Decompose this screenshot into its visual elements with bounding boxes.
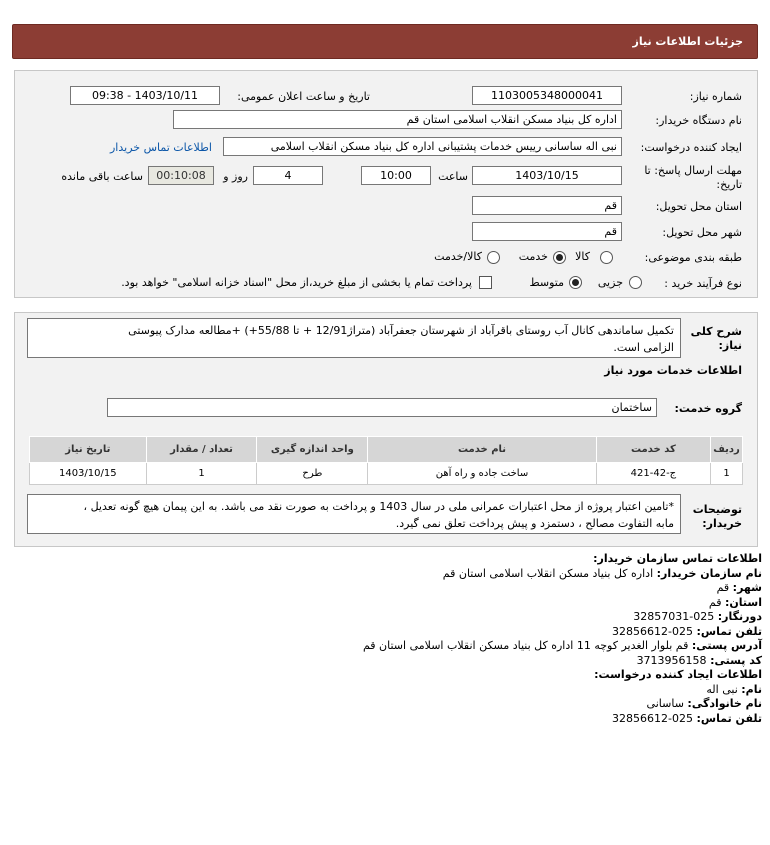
col-code: کد خدمت (596, 437, 710, 463)
service-group-field: ساختمان (107, 398, 657, 417)
category-option-service: خدمت (518, 250, 548, 263)
last-name-value: ساسانی (646, 697, 684, 710)
buyer-notes-label: توضیحات (692, 503, 742, 516)
city-field: قم (472, 222, 622, 241)
cell-unit: طرح (257, 463, 368, 485)
buyer-org-label: نام دستگاه خریدار: (655, 114, 742, 127)
col-row: ردیف (711, 437, 743, 463)
first-name-value: نبی اله (706, 682, 738, 696)
postal-code-label: کد پستی: (710, 653, 762, 667)
category-radio-service[interactable] (553, 251, 566, 264)
buyer-org-field: اداره کل بنیاد مسکن انقلاب اسلامی استان قم (173, 110, 622, 129)
cell-qty: 1 (146, 463, 257, 485)
city-label: شهر محل تحویل: (662, 226, 742, 239)
services-section-title: اطلاعات خدمات مورد نیاز (604, 364, 742, 377)
remaining-time-field: 00:10:08 (148, 166, 214, 185)
org-name-value: اداره کل بنیاد مسکن انقلاب اسلامی استان قم (442, 566, 654, 580)
deadline-time-label: ساعت (438, 170, 468, 183)
summary-label: شرح کلی (690, 325, 742, 338)
deadline-date-field: 1403/10/15 (472, 166, 622, 185)
deadline-time-field: 10:00 (361, 166, 431, 185)
days-remaining-field: 4 (253, 166, 323, 185)
col-qty: تعداد / مقدار (146, 437, 257, 463)
service-group-label: گروه خدمت: (674, 402, 742, 415)
buyer-notes-line-2: مابه التفاوت مصالح ، دستمزد و پیش پرداخت تعلق نمی گیرد. (395, 517, 674, 530)
deadline-label: مهلت ارسال پاسخ: تا (644, 164, 742, 177)
fax-value: 025-32857031 (633, 610, 715, 623)
page-header (12, 24, 758, 59)
phone-value: 025-32856612 (612, 624, 694, 638)
process-option-minor: جزیی (597, 276, 623, 289)
col-date: تاریخ نیاز (30, 437, 147, 463)
page-title: جزئیات اطلاعات نیاز (632, 35, 743, 48)
contact-info-section (2, 552, 762, 726)
buyer-notes-line-1: *تامین اعتبار پروژه از محل اعتبارات عمرانی ملی در سال 1403 و پرداخت به صورت نقد می باشد. به این پیمان هیچ گونه تعدیل ، (83, 500, 674, 513)
cell-date: 1403/10/15 (30, 463, 147, 485)
summary-text-box (27, 318, 681, 358)
creator-phone-value: 025-32856612 (612, 711, 694, 725)
announce-date-label: تاریخ و ساعت اعلان عمومی: (237, 90, 370, 103)
cell-row: 1 (711, 463, 743, 485)
contact-province-value: قم (708, 595, 722, 609)
days-label: روز و (223, 170, 248, 183)
summary-label-2: نیاز: (718, 339, 742, 352)
last-name-label: نام خانوادگی: (687, 697, 762, 710)
remaining-time-label: ساعت باقی مانده (61, 170, 143, 183)
address-label: آدرس پستی: (691, 639, 762, 652)
address-value: قم بلوار الغدیر کوچه 11 اداره کل بنیاد مسکن انقلاب اسلامی استان قم (362, 639, 689, 652)
contact-city-label: شهر: (732, 581, 762, 594)
treasury-note: پرداخت تمام یا بخشی از مبلغ خرید،از محل "اسناد خزانه اسلامی" خواهد بود. (121, 276, 472, 289)
buyer-notes-box (27, 494, 681, 534)
cell-code: ج-42-421 (596, 463, 710, 485)
col-unit: واحد اندازه گیری (257, 437, 368, 463)
deadline-label-2: تاریخ: (716, 178, 742, 191)
process-radio-medium[interactable] (569, 276, 582, 289)
creator-phone-label: تلفن تماس: (696, 711, 762, 725)
category-radio-goods-service[interactable] (487, 251, 500, 264)
category-option-goods: کالا (575, 250, 590, 263)
need-number-field: 1103005348000041 (472, 86, 622, 105)
fax-label: دورنگار: (717, 610, 762, 623)
category-option-goods-service: کالا/خدمت (434, 250, 482, 263)
process-type-label: نوع فرآیند خرید : (664, 277, 742, 290)
summary-text-line-1: تکمیل ساماندهی کانال آب روستای باقرآباد از شهرستان جعفرآباد (متراژ12/91 + تا 55/88+) +مطالعه مدارک پیوستی (128, 324, 674, 337)
contact-city-value: قم (716, 581, 730, 594)
process-radio-minor[interactable] (629, 276, 642, 289)
phone-label: تلفن تماس: (696, 624, 762, 638)
announce-date-field: 1403/10/11 - 09:38 (70, 86, 220, 105)
category-label: طبقه بندی موضوعی: (644, 251, 742, 264)
treasury-checkbox[interactable] (479, 276, 492, 289)
table-header-row (30, 437, 743, 463)
org-contact-header: اطلاعات تماس سازمان خریدار: (593, 552, 762, 565)
cell-name: ساخت جاده و راه آهن (368, 463, 597, 485)
creator-label: ایجاد کننده درخواست: (640, 141, 742, 154)
need-number-label: شماره نیاز: (689, 90, 742, 103)
postal-code-value: 3713956158 (636, 653, 707, 667)
col-name: نام خدمت (368, 437, 597, 463)
buyer-notes-label-2: خریدار: (702, 517, 742, 530)
buyer-contact-link[interactable]: اطلاعات تماس خریدار (110, 141, 212, 154)
province-label: استان محل تحویل: (655, 200, 742, 213)
province-field: قم (472, 196, 622, 215)
category-radio-goods[interactable] (600, 251, 613, 264)
creator-contact-header: اطلاعات ایجاد کننده درخواست: (594, 668, 762, 681)
services-table (29, 436, 743, 485)
creator-field: نبی اله ساسانی رییس خدمات پشتیبانی اداره کل بنیاد مسکن انقلاب اسلامی (223, 137, 622, 156)
first-name-label: نام: (741, 682, 762, 696)
table-row (30, 463, 743, 485)
summary-text-line-2: الزامی است. (613, 341, 674, 354)
org-name-label: نام سازمان خریدار: (656, 566, 762, 580)
contact-province-label: استان: (725, 595, 762, 609)
process-option-medium: متوسط (529, 276, 564, 289)
